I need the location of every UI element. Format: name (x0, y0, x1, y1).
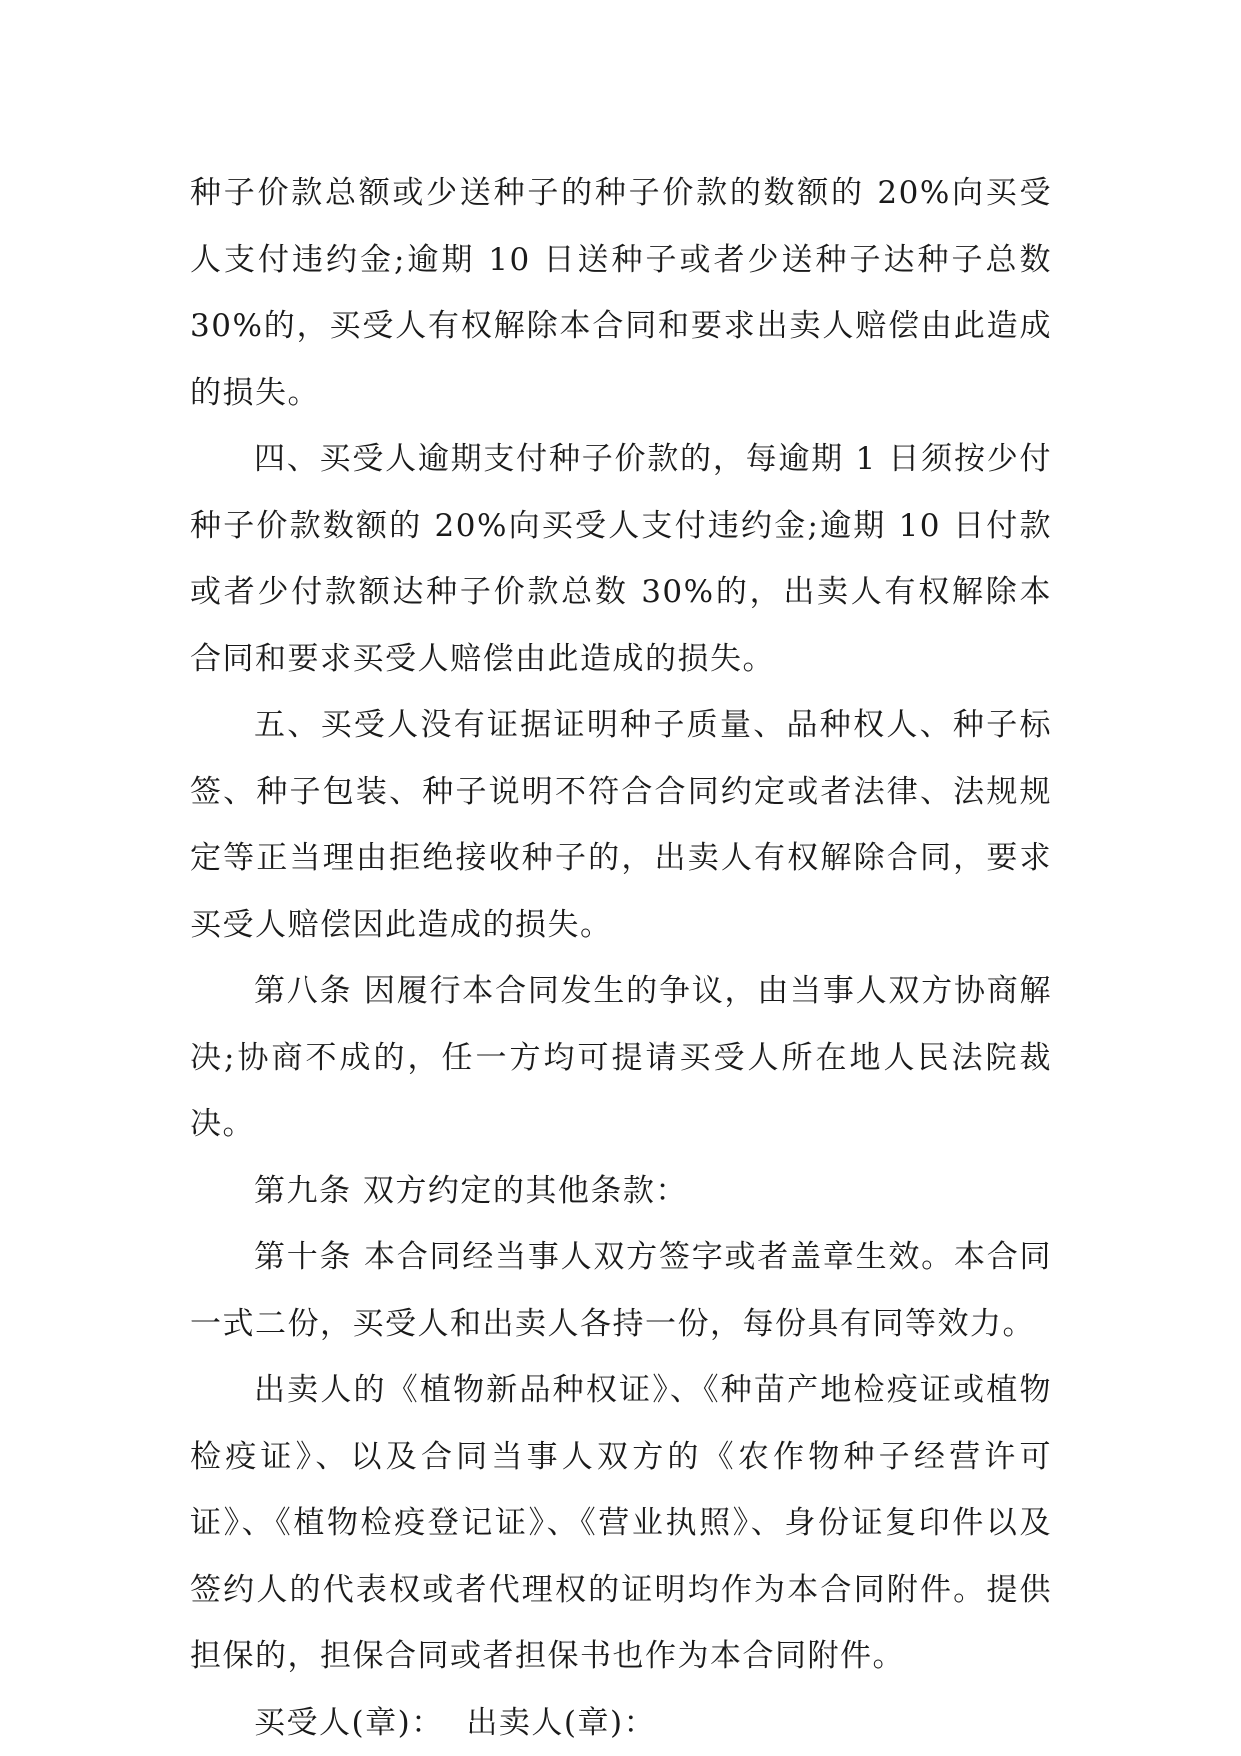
paragraph-penalty-continuation: 种子价款总额或少送种子的种子价款的数额的 20%向买受人支付违约金;逾期 10 日送种子或者少送种子达种子总数 30%的，买受人有权解除本合同和要求出卖人赔偿由此造成的损失。 (190, 160, 1052, 426)
buyer-signature-label: 买受人(章)： (254, 1705, 444, 1741)
paragraph-article-ten: 第十条 本合同经当事人双方签字或者盖章生效。本合同一式二份，买受人和出卖人各持一份，每份具有同等效力。 (190, 1224, 1052, 1357)
document-body (190, 160, 1052, 1756)
paragraph-clause-five: 五、买受人没有证据证明种子质量、品种权人、种子标签、种子包装、种子说明不符合合同约定或者法律、法规规定等正当理由拒绝接收种子的，出卖人有权解除合同，要求买受人赔偿因此造成的损失。 (190, 692, 1052, 958)
paragraph-article-nine: 第九条 双方约定的其他条款： (190, 1158, 1052, 1225)
seller-signature-label: 出卖人(章)： (466, 1705, 656, 1741)
paragraph-attachments: 出卖人的《植物新品种权证》、《种苗产地检疫证或植物检疫证》、以及合同当事人双方的《农作物种子经营许可证》、《植物检疫登记证》、《营业执照》、身份证复印件以及签约人的代表权或者代理权的证明均作为本合同附件。提供担保的，担保合同或者担保书也作为本合同附件。 (190, 1357, 1052, 1690)
paragraph-clause-four: 四、买受人逾期支付种子价款的，每逾期 1 日须按少付种子价款数额的 20%向买受人支付违约金;逾期 10 日付款或者少付款额达种子价款总数 30%的，出卖人有权解除本合同和要求买受人赔偿由此造成的损失。 (190, 426, 1052, 692)
paragraph-article-eight: 第八条 因履行本合同发生的争议，由当事人双方协商解决;协商不成的，任一方均可提请买受人所在地人民法院裁决。 (190, 958, 1052, 1158)
signature-line (190, 1690, 1052, 1756)
